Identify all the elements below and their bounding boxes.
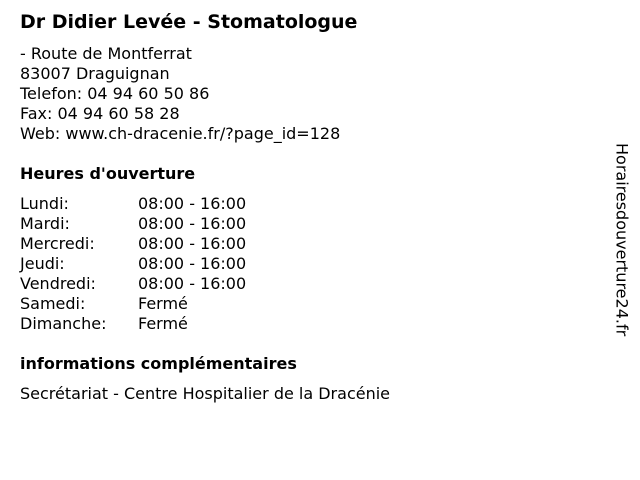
day-label: Vendredi:: [20, 274, 96, 293]
time-value: 08:00 - 16:00: [138, 194, 247, 213]
hours-row-tuesday: [20, 214, 246, 234]
opening-hours-table: [20, 194, 246, 334]
day-label: Mercredi:: [20, 234, 95, 253]
hours-row-saturday: [20, 294, 246, 314]
additional-info-heading: informations complémentaires: [20, 354, 297, 373]
website-url: Web: www.ch-dracenie.fr/?page_id=128: [20, 124, 341, 143]
day-label: Jeudi:: [20, 254, 65, 273]
phone-number: Telefon: 04 94 60 50 86: [20, 84, 210, 103]
time-value: 08:00 - 16:00: [138, 274, 247, 293]
hours-row-wednesday: [20, 234, 246, 254]
time-value: 08:00 - 16:00: [138, 234, 247, 253]
hours-row-sunday: [20, 314, 246, 334]
time-value: 08:00 - 16:00: [138, 254, 247, 273]
opening-hours-heading: Heures d'ouverture: [20, 164, 196, 183]
city-address: 83007 Draguignan: [20, 64, 170, 83]
site-watermark: [598, 134, 640, 346]
hours-row-friday: [20, 274, 246, 294]
day-label: Mardi:: [20, 214, 70, 233]
street-address: - Route de Montferrat: [20, 44, 192, 63]
address-block: [20, 44, 340, 144]
day-label: Samedi:: [20, 294, 86, 313]
additional-info-text: Secrétariat - Centre Hospitalier de la Dracénie: [20, 384, 391, 403]
time-value: Fermé: [138, 314, 188, 333]
watermark-text: Horairesdouverture24.fr: [612, 143, 632, 337]
day-label: Lundi:: [20, 194, 69, 213]
hours-row-thursday: [20, 254, 246, 274]
fax-number: Fax: 04 94 60 58 28: [20, 104, 180, 123]
day-label: Dimanche:: [20, 314, 107, 333]
time-value: 08:00 - 16:00: [138, 214, 247, 233]
hours-row-monday: [20, 194, 246, 214]
time-value: Fermé: [138, 294, 188, 313]
page-title: Dr Didier Levée - Stomatologue: [20, 11, 358, 33]
